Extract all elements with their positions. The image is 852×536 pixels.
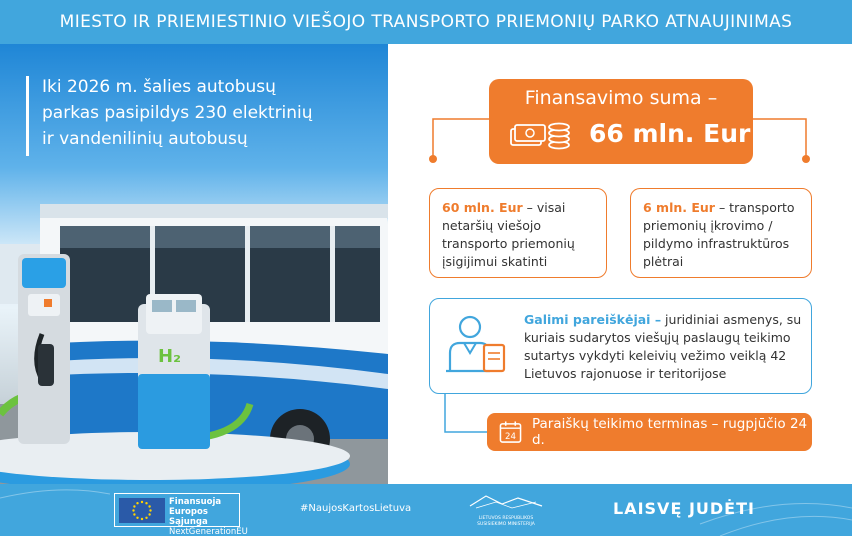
header-banner <box>0 0 852 44</box>
slogan-text: LAISVĘ JUDĖTI <box>613 499 755 518</box>
card-text: – visai netaršių viešojo transporto priemonių įsigijimui skatinti <box>442 200 575 269</box>
card-highlight: 60 mln. Eur <box>442 200 523 215</box>
hero-photo-panel <box>0 44 388 484</box>
ministry-line-1: LIETUVOS RESPUBLIKOS <box>478 516 534 521</box>
applicants-box <box>429 298 812 394</box>
eu-funding-text <box>169 497 248 536</box>
page-title: MIESTO IR PRIEMIESTINIO VIEŠOJO TRANSPORTO PRIEMONIŲ PARKO ATNAUJINIMAS <box>59 12 793 32</box>
eu-flag-icon <box>119 498 165 523</box>
card-text: – transporto priemonių įkrovimo / pildymo infrastruktūros plėtrai <box>643 200 795 269</box>
campaign-hashtag: #NaujosKartosLietuva <box>300 503 412 514</box>
headline-line-1: Iki 2026 m. šalies autobusų <box>42 77 276 97</box>
deadline-text: Paraiškų teikimo terminas – rugpjūčio 24 d. <box>531 416 808 448</box>
calendar-icon <box>499 420 522 444</box>
ministry-logo-icon <box>466 492 546 512</box>
eu-line-3: NextGenerationEU <box>169 527 248 536</box>
eu-line-1: Finansuoja <box>169 497 222 507</box>
applicants-description: juridiniai asmenys, su kuriais sudarytos viešųjų paslaugų teikimo sutartys vykdyti keleivių vežimo veiklą 42 Lietuvos rajonuose ir teritorijose <box>524 312 802 381</box>
applicants-text <box>524 311 804 383</box>
funding-title: Finansavimo suma – <box>524 87 718 109</box>
headline-accent-bar <box>26 76 29 156</box>
headline-line-3: ir vandenilinių autobusų <box>42 129 248 149</box>
footer-bar <box>0 484 852 536</box>
card-highlight: 6 mln. Eur <box>643 200 715 215</box>
person-document-icon <box>444 313 510 379</box>
ministry-line-2: SUSISIEKIMO MINISTERIJA <box>477 522 535 527</box>
eu-line-2: Europos Sąjunga <box>169 507 208 527</box>
eu-funding-logo <box>114 493 248 536</box>
applicants-highlight: Galimi pareiškėjai – <box>524 312 662 327</box>
deadline-box <box>487 413 812 451</box>
headline-text <box>42 74 362 152</box>
headline-line-2: parkas pasipildys 230 elektrinių <box>42 103 313 123</box>
calendar-day: 24 <box>505 432 516 443</box>
funding-amount: 66 mln. Eur <box>589 119 751 148</box>
info-panel <box>388 44 852 484</box>
pump-label: H₂ <box>158 346 181 367</box>
ministry-logo <box>466 492 546 528</box>
